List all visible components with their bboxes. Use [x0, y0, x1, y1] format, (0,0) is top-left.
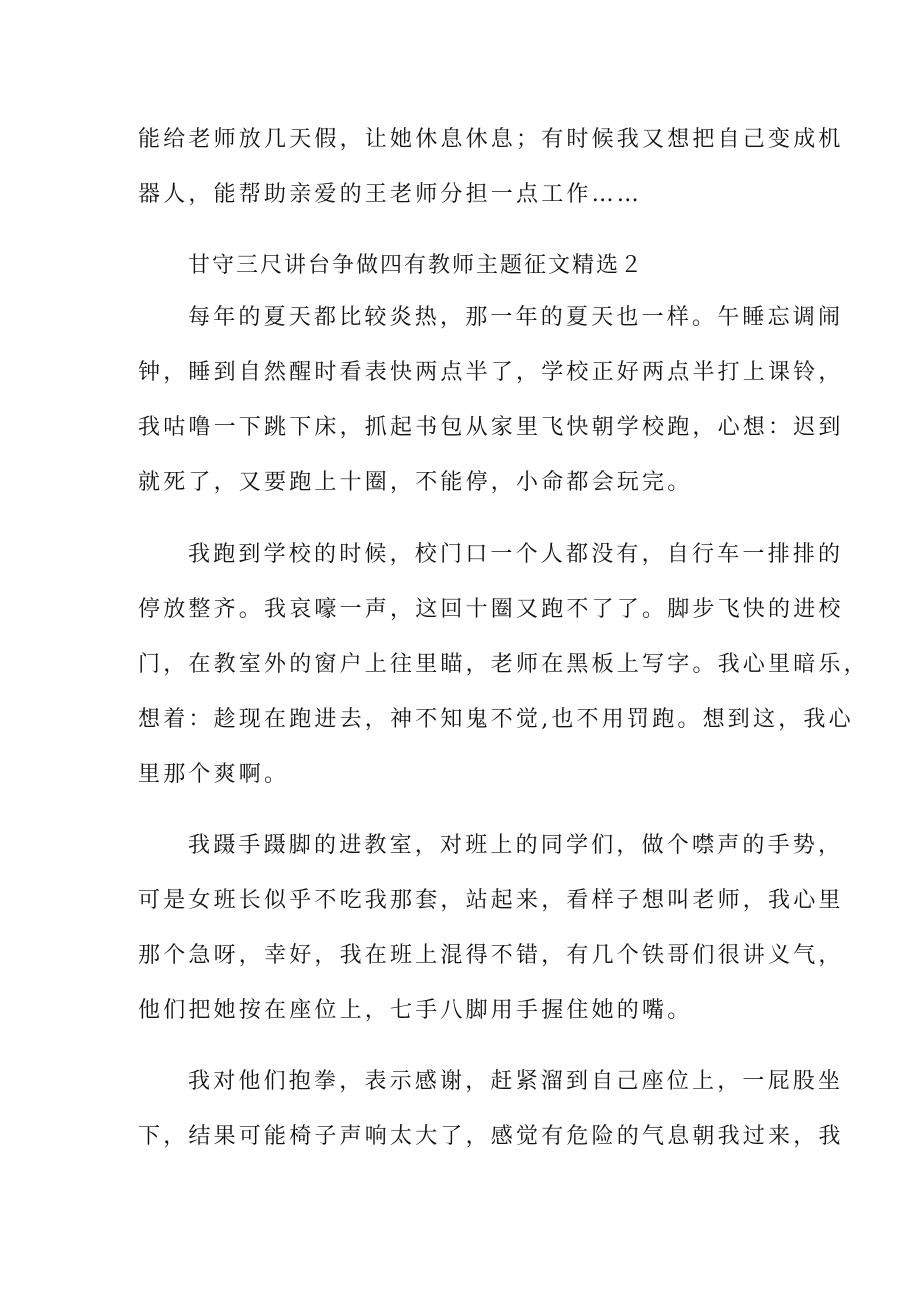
paragraph-line: 里那个爽啊。: [138, 762, 290, 787]
paragraph-line: 我跑到学校的时候，校门口一个人都没有，自行车一排排的: [188, 542, 844, 567]
paragraph-line: 他们把她按在座位上，七手八脚用手握住她的嘴。: [138, 998, 693, 1023]
paragraph-line: 我对他们抱拳，表示感谢，赶紧溜到自己座位上，一屁股坐: [188, 1069, 844, 1094]
paragraph-line: 可是女班长似乎不吃我那套，站起来，看样子想叫老师，我心里: [138, 888, 844, 913]
paragraph-line: 下，结果可能椅子声响太大了，感觉有危险的气息朝我过来，我: [138, 1124, 844, 1149]
paragraph-line: 门，在教室外的窗户上往里瞄，老师在黑板上写字。我心里暗乐，: [138, 652, 869, 677]
text-line: 器人，能帮助亲爱的王老师分担一点工作……: [138, 182, 643, 207]
paragraph-line: 我咕噜一下跳下床，抓起书包从家里飞快朝学校跑，心想：迟到: [138, 415, 844, 440]
paragraph-line: 就死了，又要跑上十圈，不能停，小命都会玩完。: [138, 470, 693, 495]
paragraph-line: 那个急呀，幸好，我在班上混得不错，有几个铁哥们很讲义气，: [138, 943, 844, 968]
paragraph-line: 停放整齐。我哀嚎一声，这回十圈又跑不了了。脚步飞快的进校: [138, 597, 844, 622]
section-title: 甘守三尺讲台争做四有教师主题征文精选２: [188, 253, 645, 278]
paragraph-line: 我蹑手蹑脚的进教室，对班上的同学们，做个噤声的手势，: [188, 833, 844, 858]
text-line: 能给老师放几天假，让她休息休息；有时候我又想把自己变成机: [138, 127, 844, 152]
paragraph-line: 每年的夏天都比较炎热，那一年的夏天也一样。午睡忘调闹: [188, 305, 844, 330]
paragraph-line: 钟，睡到自然醒时看表快两点半了，学校正好两点半打上课铃，: [138, 360, 844, 385]
paragraph-line: 想着：趁现在跑进去，神不知鬼不觉,也不用罚跑。想到这，我心: [138, 707, 854, 732]
